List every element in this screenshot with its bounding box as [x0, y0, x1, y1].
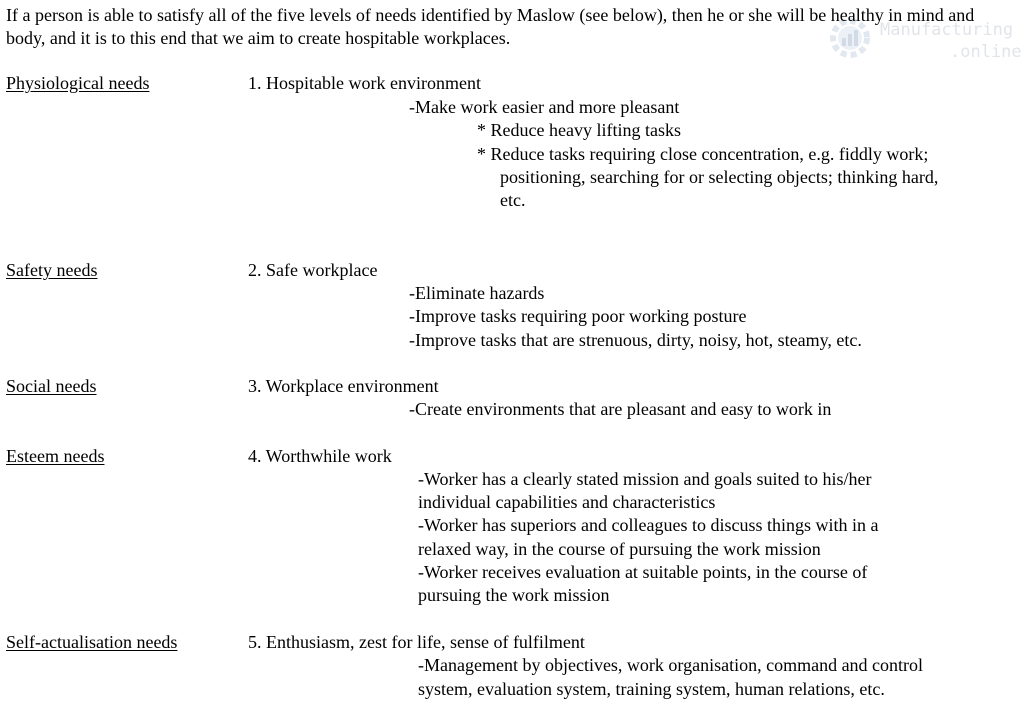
need-line: -Worker has superiors and colleagues to discuss things with in a — [418, 515, 879, 535]
need-line: positioning, searching for or selecting objects; thinking hard, — [500, 167, 939, 187]
need-line: etc. — [500, 190, 526, 210]
need-label-safety: Safety needs — [6, 260, 98, 280]
need-line: -Eliminate hazards — [409, 283, 545, 303]
need-line: -Make work easier and more pleasant — [409, 97, 680, 117]
need-heading-self-actualisation: 5. Enthusiasm, zest for life, sense of fulfilment — [248, 632, 585, 652]
need-line: -Management by objectives, work organisation, command and control — [418, 655, 924, 675]
need-line: -Worker has a clearly stated mission and goals suited to his/her — [418, 469, 872, 489]
need-heading-safety: 2. Safe workplace — [248, 260, 378, 280]
need-bullet: * Reduce heavy lifting tasks — [477, 120, 681, 140]
watermark-line1: Manufacturing — [880, 20, 1014, 40]
need-heading-social: 3. Workplace environment — [248, 376, 439, 396]
need-bullet: * Reduce tasks requiring close concentration, e.g. fiddly work; — [477, 144, 929, 164]
need-label-esteem: Esteem needs — [6, 446, 105, 466]
need-label-social: Social needs — [6, 376, 97, 396]
need-line: -Worker receives evaluation at suitable points, in the course of — [418, 562, 868, 582]
need-heading-physiological: 1. Hospitable work environment — [248, 73, 481, 93]
need-label-self-actualisation: Self-actualisation needs — [6, 632, 178, 652]
need-line: pursuing the work mission — [418, 585, 610, 605]
need-heading-esteem: 4. Worthwhile work — [248, 446, 392, 466]
need-line: -Improve tasks requiring poor working posture — [409, 306, 747, 326]
need-line: -Create environments that are pleasant and easy to work in — [409, 399, 832, 419]
need-line: system, evaluation system, training system, human relations, etc. — [418, 679, 885, 699]
need-line: -Improve tasks that are strenuous, dirty, noisy, hot, steamy, etc. — [409, 330, 862, 350]
need-line: individual capabilities and characteristics — [418, 492, 716, 512]
need-line: relaxed way, in the course of pursuing the work mission — [418, 539, 821, 559]
need-label-physiological: Physiological needs — [6, 73, 150, 93]
intro-paragraph: If a person is able to satisfy all of the five levels of needs identified by Maslow (see below), then he or she will be healthy in mind and body, and it is to this end that we aim to create hospitable workplaces. — [6, 5, 975, 48]
watermark-line2: .online — [950, 42, 1022, 62]
